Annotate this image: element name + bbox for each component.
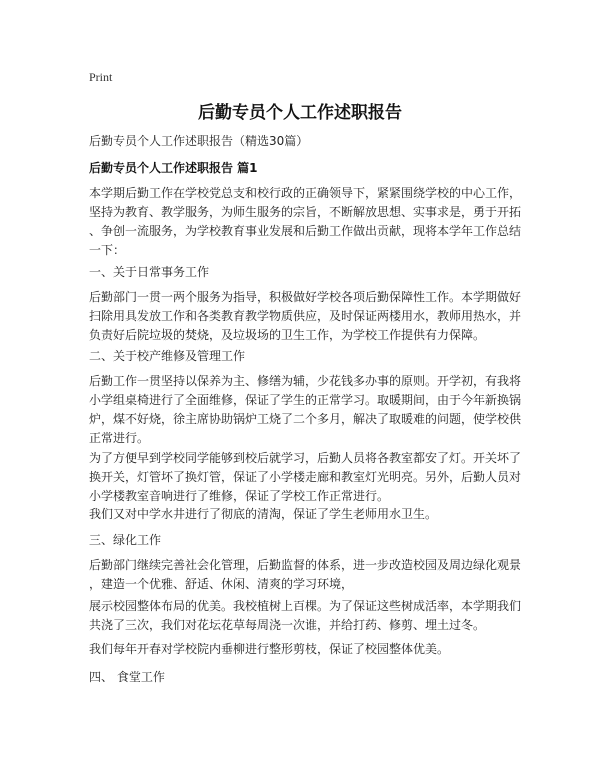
text-line: 、争创一流服务，为学校教育事业发展和后勤工作做出贡献，现将本学年工作总结 <box>89 224 522 238</box>
text-line: 展示校园整体布局的优美。我校植树上百棵。为了保证这些树成活率，本学期我们 <box>89 599 522 613</box>
print-link[interactable]: Print <box>89 70 113 84</box>
heading-canteen: 四、 食堂工作 <box>89 670 165 684</box>
text-line: 坚持为教育、教学服务，为师生服务的宗旨，不断解放思想、实事求是，勇于开拓 <box>89 205 522 219</box>
paragraph-willows <box>89 640 515 659</box>
text-line: 本学期后勤工作在学校党总支和校行政的正确领导下，紧紧围绕学校的中心工作， <box>89 186 522 200</box>
text-line: 我们又对中学水井进行了彻底的清淘，保证了学生老师用水卫生。 <box>89 507 438 521</box>
paragraph-trees <box>89 597 522 635</box>
heading-maintenance: 二、关于校产维修及管理工作 <box>89 349 246 363</box>
intro-paragraph <box>89 184 522 260</box>
text-line: 换开关，灯管坏了换灯管，保证了小学楼走廊和教室灯光明亮。另外，后勤人员对 <box>89 470 522 484</box>
paragraph-maintenance <box>89 372 522 448</box>
text-line: 后勤部门一贯一两个服务为指导，积极做好学校各项后勤保障性工作。本学期做好 <box>89 290 522 304</box>
section-heading: 后勤专员个人工作述职报告 篇1 <box>89 161 258 175</box>
paragraph-lighting <box>89 449 522 506</box>
text-line: 炉，煤不好烧，徐主席协助锅炉工烧了二个多月，解决了取暖难的问题，使学校供 <box>89 412 522 426</box>
paragraph-well <box>89 505 515 524</box>
text-line: 小学楼教室音响进行了维修，保证了学校工作正常进行。 <box>89 489 390 503</box>
document-subtitle: 后勤专员个人工作述职报告（精选30篇） <box>89 134 309 148</box>
paragraph-greening <box>89 556 522 594</box>
text-line: 小学组桌椅进行了全面维修，保证了学生的正常学习。取暖期间，由于今年新换锅 <box>89 393 522 407</box>
text-line: 后勤工作一贯坚持以保养为主、修缮为辅，少花钱多办事的原则。开学初，有我将 <box>89 374 522 388</box>
heading-greening: 三、绿化工作 <box>89 533 162 547</box>
paragraph-daily-affairs <box>89 288 522 345</box>
text-line: 我们每年开春对学校院内垂柳进行整形剪枝，保证了校园整体优美。 <box>89 642 450 656</box>
text-line: 为了方便早到学校同学能够到校后就学习，后勤人员将各教室都安了灯。开关坏了 <box>89 451 522 465</box>
text-line: ，建造一个优雅、舒适、休闲、清爽的学习环境， <box>89 577 354 591</box>
text-line: 负责好后院垃圾的焚烧，及垃圾场的卫生工作，为学校工作提供有力保障。 <box>89 328 486 342</box>
text-line: 共浇了三次，我们对花坛花草每周浇一次谁，并给打药、修剪、埋土过冬。 <box>89 618 486 632</box>
text-line: 一下： <box>89 243 126 257</box>
text-line: 正常进行。 <box>89 431 150 445</box>
heading-daily-affairs: 一、关于日常事务工作 <box>89 265 210 279</box>
page-title: 后勤专员个人工作述职报告 <box>198 103 402 123</box>
text-line: 后勤部门继续完善社会化管理，后勤监督的体系，进一步改造校园及周边绿化观景 <box>89 558 522 572</box>
text-line: 扫除用具发放工作和各类教育教学物质供应，及时保证两楼用水，教师用热水，并 <box>89 309 522 323</box>
